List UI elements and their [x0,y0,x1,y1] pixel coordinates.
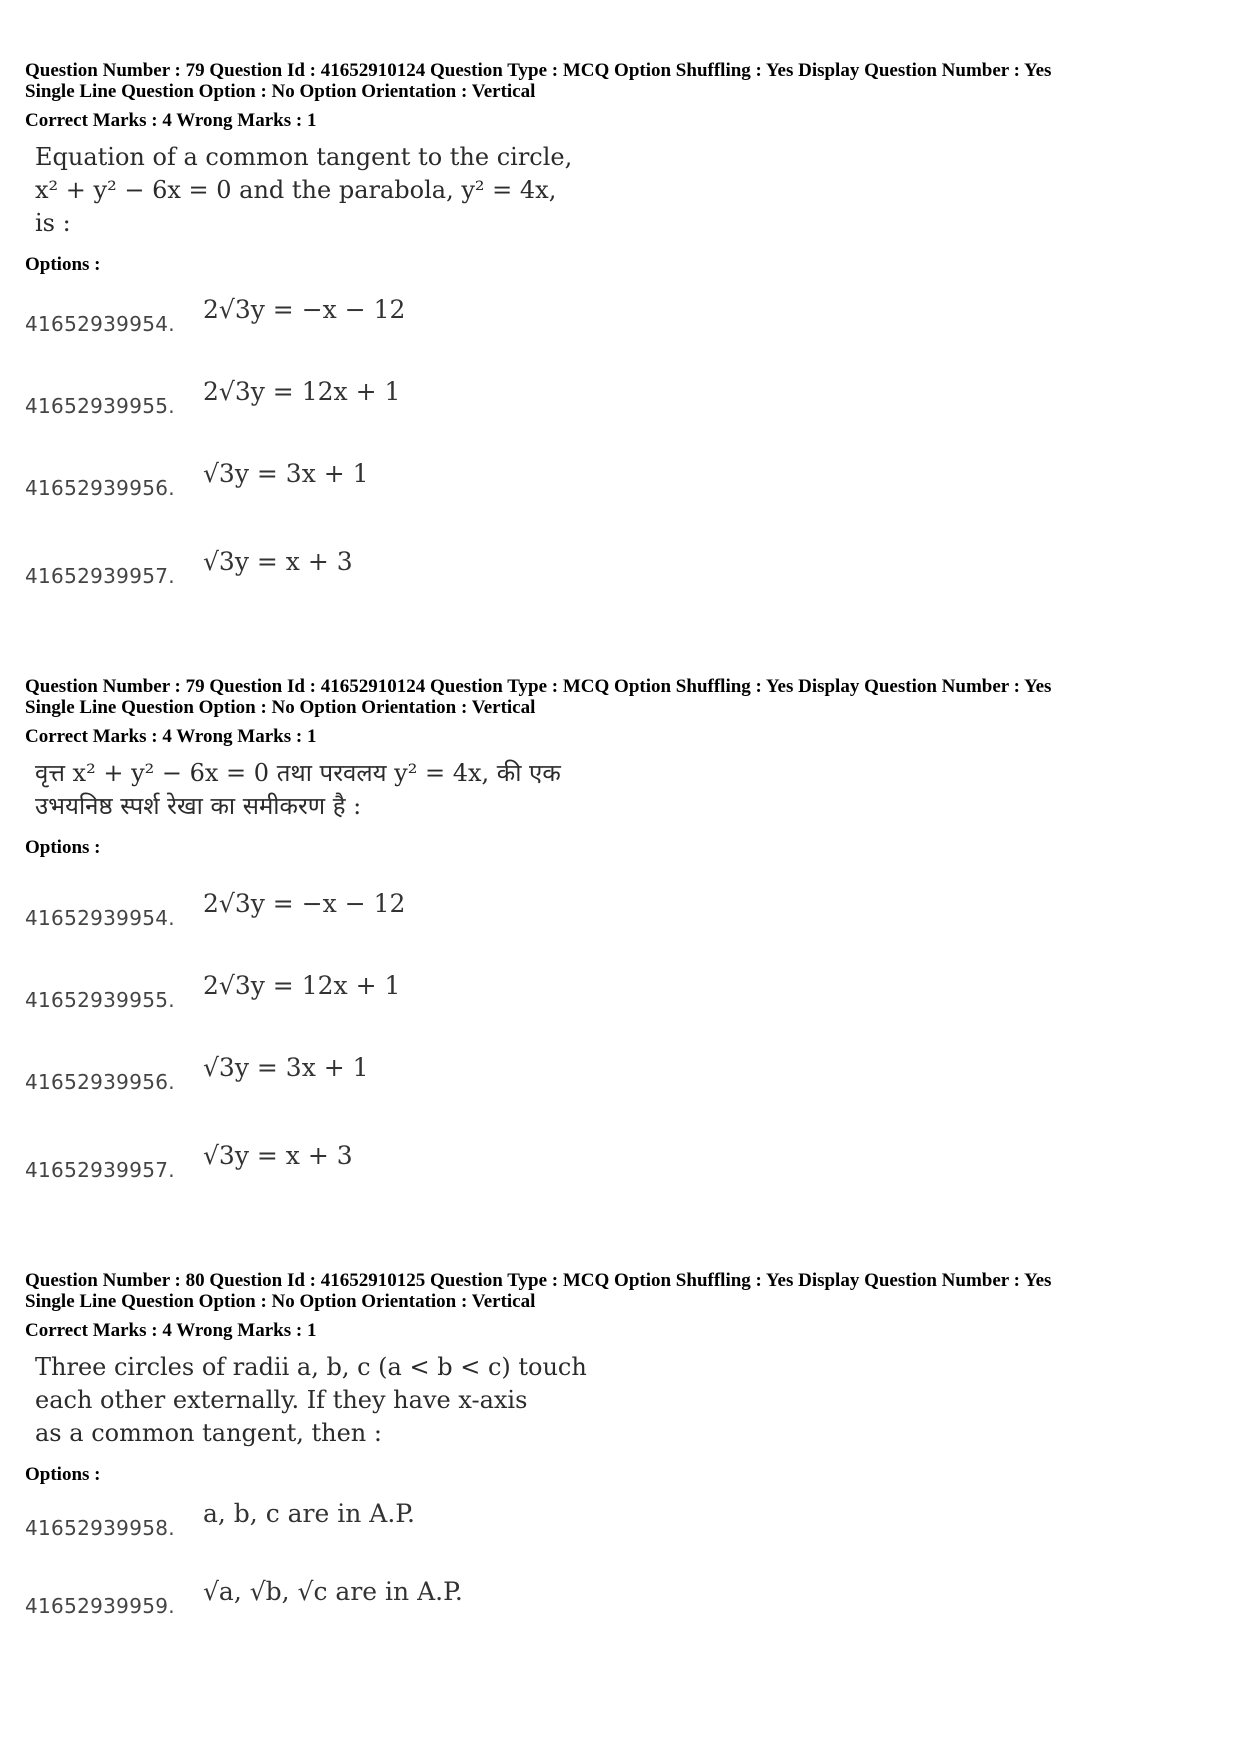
option-text: 2√3y = 12x + 1 [203,377,401,406]
marks-line: Correct Marks : 4 Wrong Marks : 1 [25,110,317,131]
option-id: 41652939957. [25,564,175,588]
option-text: 2√3y = −x − 12 [203,295,406,324]
question-text-line: is : [35,209,71,237]
question-text-line: उभयनिष्ठ स्पर्श रेखा का समीकरण है : [35,792,362,820]
question-meta [25,1270,1225,1312]
options-label: Options : [25,837,101,858]
option-id: 41652939954. [25,312,175,336]
option-item[interactable] [25,378,725,418]
option-text: √3y = x + 3 [203,1141,353,1170]
option-text: √3y = x + 3 [203,547,353,576]
options-label: Options : [25,1464,101,1485]
option-text: 2√3y = −x − 12 [203,889,406,918]
option-item[interactable] [25,1054,725,1094]
option-item[interactable] [25,296,725,336]
option-text: √3y = 3x + 1 [203,459,369,488]
question-text-line: Three circles of radii a, b, c (a < b < c) touch [35,1353,587,1381]
option-id: 41652939959. [25,1594,175,1618]
question-text-line: each other externally. If they have x-axis [35,1386,528,1414]
question-text-line: वृत्त x² + y² − 6x = 0 तथा परवलय y² = 4x, की एक [35,759,561,787]
marks-line: Correct Marks : 4 Wrong Marks : 1 [25,726,317,747]
options-label: Options : [25,254,101,275]
option-text: √3y = 3x + 1 [203,1053,369,1082]
option-id: 41652939954. [25,906,175,930]
question-block-2 [25,676,1225,858]
question-text [35,1351,595,1450]
meta-line-2: Single Line Question Option : No Option Orientation : Vertical [25,697,536,718]
question-meta [25,676,1225,718]
option-item[interactable] [25,548,725,588]
question-block-1 [25,60,1225,275]
meta-line-2: Single Line Question Option : No Option Orientation : Vertical [25,1291,536,1312]
marks-line: Correct Marks : 4 Wrong Marks : 1 [25,1320,317,1341]
option-item[interactable] [25,460,725,500]
question-text [35,141,595,240]
option-item[interactable] [25,1142,725,1182]
question-text-line: as a common tangent, then : [35,1419,382,1447]
meta-line-1: Question Number : 79 Question Id : 41652910124 Question Type : MCQ Option Shuffling : Yes Display Question Number : Yes [25,60,1052,81]
option-id: 41652939956. [25,1070,175,1094]
option-text: 2√3y = 12x + 1 [203,971,401,1000]
option-item[interactable] [25,1578,725,1618]
question-block-3 [25,1270,1225,1485]
question-text [35,757,595,823]
option-item[interactable] [25,890,725,930]
question-text-line: Equation of a common tangent to the circle, [35,143,573,171]
option-id: 41652939955. [25,988,175,1012]
option-id: 41652939956. [25,476,175,500]
option-item[interactable] [25,972,725,1012]
meta-line-1: Question Number : 80 Question Id : 41652910125 Question Type : MCQ Option Shuffling : Yes Display Question Number : Yes [25,1270,1052,1291]
meta-line-2: Single Line Question Option : No Option Orientation : Vertical [25,81,536,102]
meta-line-1: Question Number : 79 Question Id : 41652910124 Question Type : MCQ Option Shuffling : Yes Display Question Number : Yes [25,676,1052,697]
option-id: 41652939955. [25,394,175,418]
option-id: 41652939958. [25,1516,175,1540]
option-id: 41652939957. [25,1158,175,1182]
option-text: a, b, c are in A.P. [203,1499,415,1528]
option-item[interactable] [25,1500,725,1540]
option-text: √a, √b, √c are in A.P. [203,1577,463,1606]
question-text-line: x² + y² − 6x = 0 and the parabola, y² = 4x, [35,176,557,204]
question-meta [25,60,1225,102]
